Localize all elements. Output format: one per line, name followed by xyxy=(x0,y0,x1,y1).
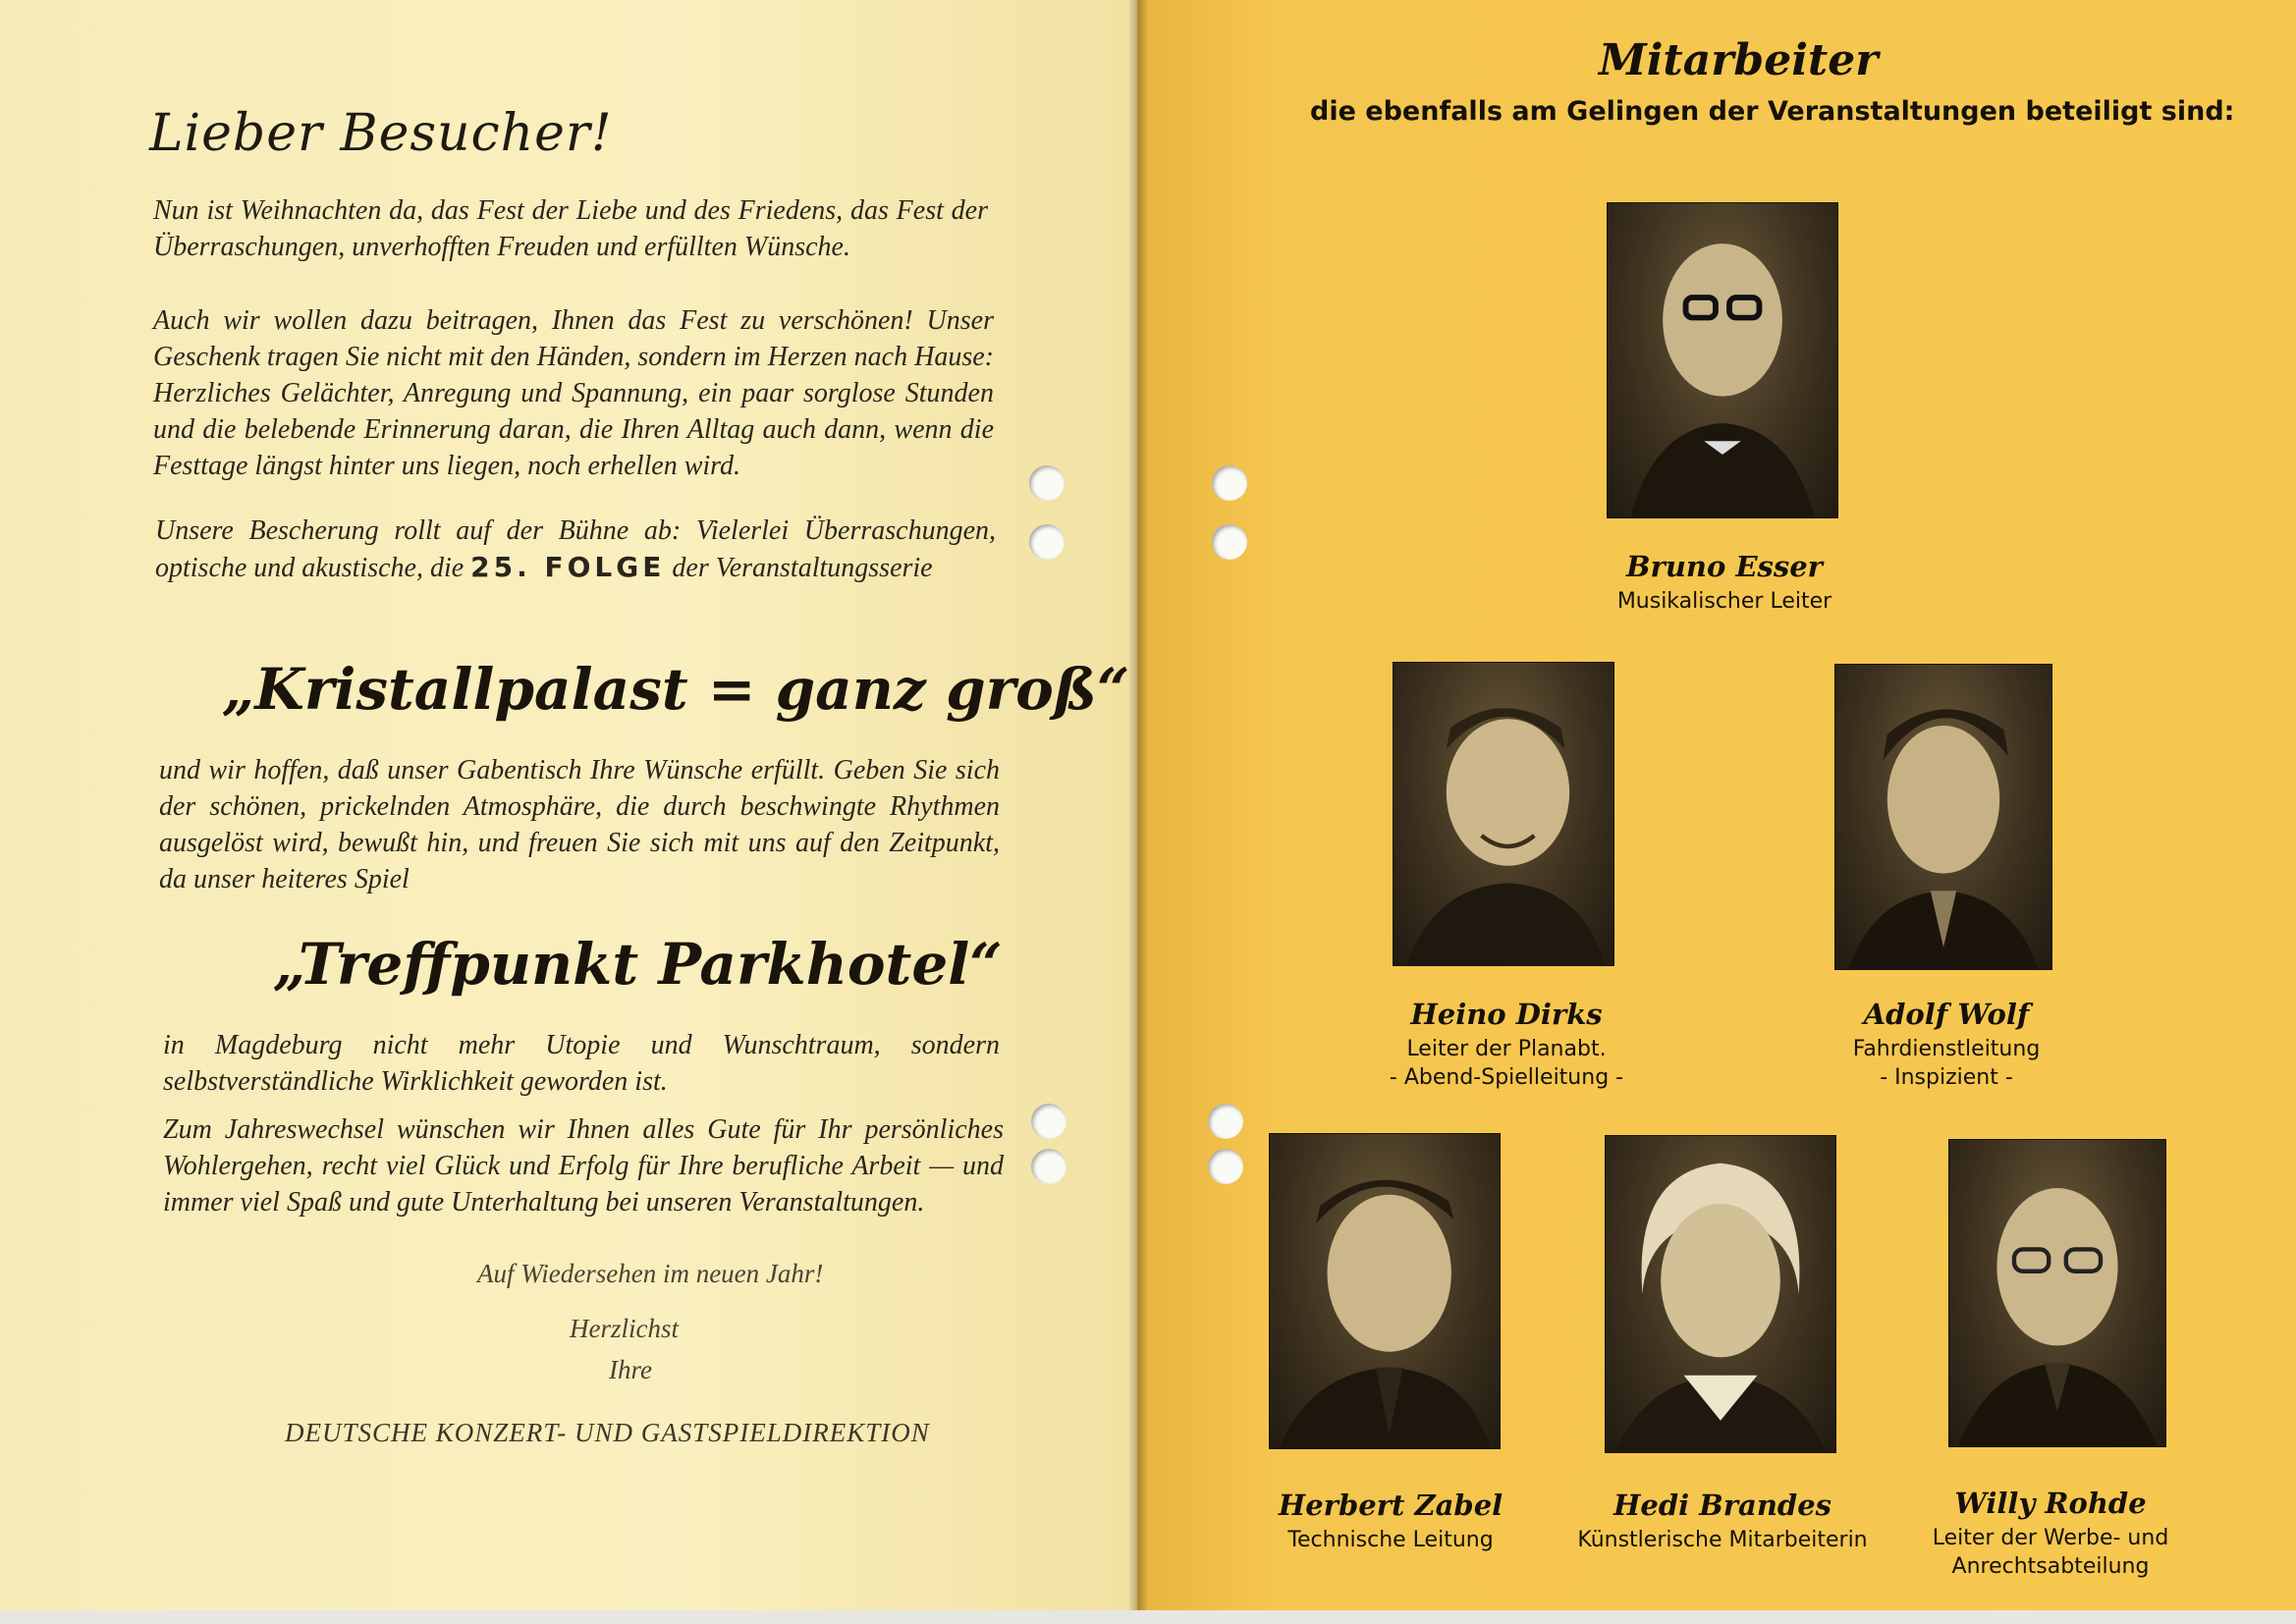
show-title-kristallpalast: „Kristallpalast = ganz groß“ xyxy=(222,656,1130,723)
paragraph-hope: und wir hoffen, daß unser Gabentisch Ihre Wünsche erfüllt. Geben Sie sich der schönen, prickelnden Atmosphäre, die durch beschwingte Rhythmen ausgelöst wird, bewußt hin, und freuen Sie sich mit uns auf den Zeitpunkt, da unser heiteres Spiel xyxy=(159,755,1000,894)
episode-number: 25. FOLGE xyxy=(470,551,666,583)
paragraph-christmas: Nun ist Weihnachten da, das Fest der Liebe und des Friedens, das Fest der Überraschungen, unverhofften Freuden und erfüllten Wünsche. xyxy=(153,195,988,262)
staff-role: Leiter der Planabt. xyxy=(1406,1037,1607,1061)
staff-role: Leiter der Werbe- und xyxy=(1932,1526,2169,1550)
paragraph-wishes: Zum Jahreswechsel wünschen wir Ihnen alles Gute für Ihr persönliches Wohlergehen, recht viel Glück und Erfolg für Ihre berufliche Arbeit — und immer viel Spaß und gute Unterhaltung bei unseren Veranstaltungen. xyxy=(163,1114,1004,1218)
portrait-photo xyxy=(1393,662,1614,966)
show-intro-end: der Veranstaltungsserie xyxy=(672,553,933,583)
staff-name: Adolf Wolf xyxy=(1863,998,2030,1031)
punch-hole xyxy=(1029,465,1065,501)
staff-role: - Abend-Spielleitung - xyxy=(1389,1065,1624,1090)
portrait-photo xyxy=(1948,1139,2166,1447)
paragraph-gift: Auch wir wollen dazu beitragen, Ihnen das Fest zu verschönen! Unser Geschenk tragen Sie nicht mit den Händen, sondern im Herzen nach Hause: Herzliches Gelächter, Anregung und Spannung, ein paar sorglose Stunden und die belebende Erinnerung daran, die Ihren Alltag auch dann, wenn die Festtage längst hinter uns liegen, noch erhellen wird. xyxy=(153,305,994,481)
paragraph-magdeburg: in Magdeburg nicht mehr Utopie und Wunschtraum, sondern selbstverständliche Wirklichkeit geworden ist. xyxy=(163,1030,1000,1097)
staff-name: Herbert Zabel xyxy=(1278,1489,1503,1522)
paragraph-show-intro xyxy=(155,513,996,586)
staff-role: Fahrdienstleitung xyxy=(1852,1037,2041,1061)
staff-title: Mitarbeiter xyxy=(1599,35,1879,85)
punch-hole xyxy=(1212,465,1247,501)
portrait-photo xyxy=(1607,202,1838,518)
punch-hole xyxy=(1208,1104,1243,1139)
staff-name: Hedi Brandes xyxy=(1613,1489,1831,1522)
staff-name: Willy Rohde xyxy=(1954,1487,2147,1520)
portrait-photo xyxy=(1605,1135,1836,1453)
staff-role: Musikalischer Leiter xyxy=(1616,589,1832,614)
punch-hole xyxy=(1031,1104,1066,1139)
show-title-parkhotel: „Treffpunkt Parkhotel“ xyxy=(273,931,1003,998)
staff-role: - Inspizient - xyxy=(1880,1065,2013,1090)
company-signature: DEUTSCHE KONZERT- UND GASTSPIELDIREKTION xyxy=(285,1418,930,1447)
staff-subtitle: die ebenfalls am Gelingen der Veranstaltungen beteiligt sind: xyxy=(1310,96,2235,127)
closing-regards: Herzlichst xyxy=(570,1314,679,1343)
closing-yours: Ihre xyxy=(609,1355,652,1384)
left-page xyxy=(0,0,1137,1610)
staff-role: Künstlerische Mitarbeiterin xyxy=(1577,1528,1868,1552)
portrait-photo xyxy=(1269,1133,1501,1449)
show-intro-text: Unsere Bescherung rollt auf der Bühne ab: Vielerlei Überraschungen, optische und akustische, die xyxy=(155,515,996,583)
punch-hole xyxy=(1031,1149,1066,1184)
staff-role: Technische Leitung xyxy=(1287,1528,1494,1552)
closing-farewell: Auf Wiedersehen im neuen Jahr! xyxy=(477,1259,824,1288)
greeting-heading: Lieber Besucher! xyxy=(149,104,613,163)
staff-name: Heino Dirks xyxy=(1410,998,1603,1031)
staff-name: Bruno Esser xyxy=(1626,550,1823,583)
punch-hole xyxy=(1029,524,1065,560)
page-gutter xyxy=(1129,0,1147,1610)
portrait-photo xyxy=(1834,664,2052,970)
punch-hole xyxy=(1212,524,1247,560)
staff-role: Anrechtsabteilung xyxy=(1951,1554,2150,1579)
punch-hole xyxy=(1208,1149,1243,1184)
